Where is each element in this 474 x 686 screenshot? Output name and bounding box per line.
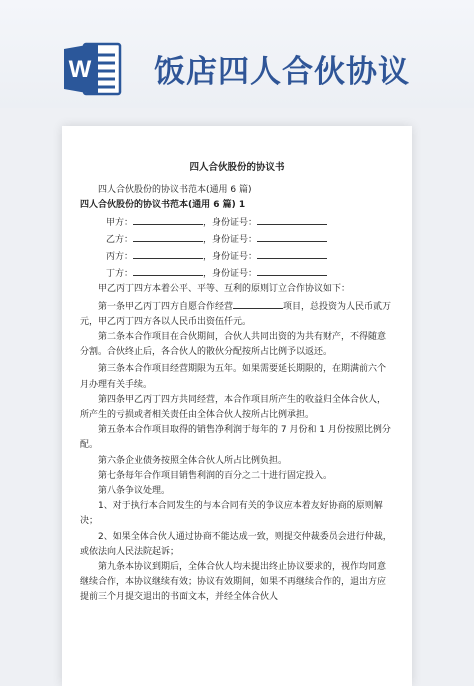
project-blank <box>233 298 283 309</box>
word-icon-letter: W <box>68 56 92 83</box>
name-blank <box>133 231 203 242</box>
name-blank <box>133 214 203 225</box>
id-label: ，身份证号： <box>203 252 258 263</box>
party-label: 甲方： <box>106 217 134 228</box>
clause-1-start: 第一条甲乙丙丁四方自愿合作经营 <box>98 301 234 312</box>
party-row <box>80 265 394 282</box>
clause-4: 第四条甲乙丙丁四方共同经营，本合作项目所产生的收益归全体合伙人，所产生的亏损或者相关责任由全体合伙人按所占比例承担。 <box>80 394 387 421</box>
clause-8: 第八条争议处理。 <box>98 486 171 497</box>
clause-8-item-2: 2、如果全体合伙人通过协商不能达成一致，则提交仲裁委员会进行仲裁，或依法向人民法院起诉； <box>80 531 392 557</box>
clause-8-item-1: 1、对于执行本合同发生的与本合同有关的争议应本着友好协商的原则解决； <box>80 501 383 527</box>
party-row <box>80 214 394 231</box>
party-label: 乙方： <box>106 234 134 245</box>
clause-5: 第五条本合作项目取得的销售净利润于每年的 7 月份和 1 月份按照比例分配。 <box>80 425 391 451</box>
preamble: 甲乙丙丁四方本着公平、平等、互利的原则订立合作协议如下： <box>98 284 351 295</box>
document-page <box>62 126 412 686</box>
clause-2: 第二条本合作项目在合伙期间，合伙人共同出资的为共有财产，不得随意分割。合伙终止后，各合伙人的散伙分配按所占比例予以返还。 <box>80 332 387 358</box>
clause-1-end: 项目，总投资为人民币贰万元，甲乙丙丁四方各以人民币出资伍仟元。 <box>80 301 392 327</box>
id-blank <box>257 265 327 276</box>
name-blank <box>133 248 203 259</box>
id-blank <box>257 248 327 259</box>
party-row <box>80 248 394 265</box>
name-blank <box>133 265 203 276</box>
clause-9: 第九条本协议到期后，全体合伙人均未提出终止协议要求的，视作均同意继续合作，本协议继续有效；协议有效期间，如果不再继续合作的，退出方应提前三个月提交退出的书面文本，并经全体合伙人 <box>80 562 387 603</box>
id-label: ，身份证号： <box>203 234 258 245</box>
id-label: ，身份证号： <box>203 217 258 228</box>
clause-3: 第三条本合作项目经营期限为五年。如果需要延长期限的，在期满前六个月办理有关手续。 <box>80 364 387 390</box>
banner-title: 饭店四人合伙协议 <box>154 54 410 90</box>
document-body <box>80 160 394 606</box>
id-blank <box>257 231 327 242</box>
section-heading: 四人合伙股份的协议书范本(通用 6 篇) 1 <box>80 200 246 211</box>
clause-6: 第六条企业债务按照全体合伙人所占比例负担。 <box>98 455 288 466</box>
document-intro: 四人合伙股份的协议书范本(通用 6 篇) <box>98 185 252 196</box>
document-title: 四人合伙股份的协议书 <box>189 162 285 173</box>
party-label: 丙方： <box>106 252 134 263</box>
id-blank <box>257 214 327 225</box>
clause-7: 第七条每年合作项目销售利润的百分之二十进行固定投入。 <box>98 470 333 481</box>
banner <box>0 0 474 108</box>
word-document-icon <box>64 41 122 97</box>
party-row <box>80 231 394 248</box>
clause-1 <box>80 298 394 330</box>
id-label: ，身份证号： <box>203 269 258 280</box>
party-label: 丁方： <box>106 269 134 280</box>
